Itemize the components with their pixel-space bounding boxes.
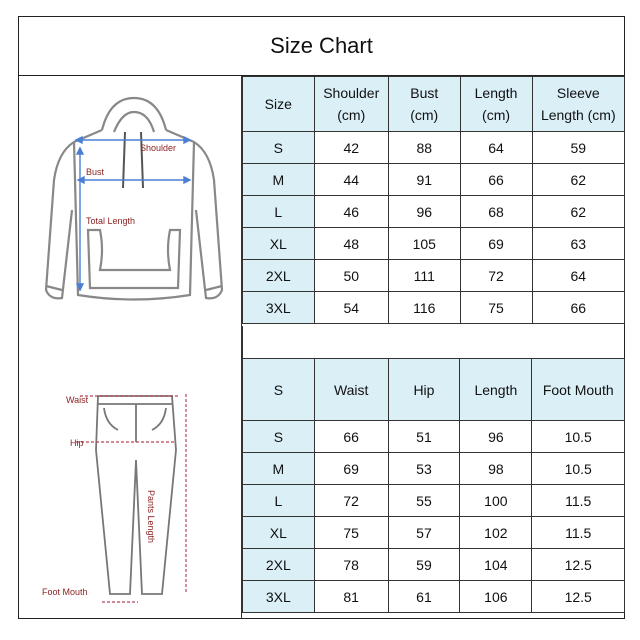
value-cell: 66 bbox=[532, 292, 624, 324]
size-cell: M bbox=[243, 453, 315, 485]
value-cell: 54 bbox=[314, 292, 388, 324]
size-cell: XL bbox=[243, 228, 315, 260]
size-cell: S bbox=[243, 421, 315, 453]
table-row bbox=[243, 164, 625, 196]
table-row bbox=[243, 132, 625, 164]
value-cell: 98 bbox=[460, 453, 532, 485]
value-cell: 100 bbox=[460, 485, 532, 517]
size-cell: L bbox=[243, 196, 315, 228]
value-cell: 10.5 bbox=[532, 453, 625, 485]
value-cell: 53 bbox=[388, 453, 460, 485]
value-cell: 48 bbox=[314, 228, 388, 260]
value-cell: 69 bbox=[460, 228, 532, 260]
value-cell: 116 bbox=[388, 292, 460, 324]
value-cell: 59 bbox=[388, 549, 460, 581]
size-cell: S bbox=[243, 132, 315, 164]
size-cell: 3XL bbox=[243, 581, 315, 613]
size-cell: L bbox=[243, 485, 315, 517]
column-header: Length bbox=[460, 359, 532, 421]
value-cell: 75 bbox=[460, 292, 532, 324]
value-cell: 105 bbox=[388, 228, 460, 260]
table-header-row bbox=[243, 77, 625, 132]
value-cell: 96 bbox=[388, 196, 460, 228]
value-cell: 62 bbox=[532, 196, 624, 228]
value-cell: 88 bbox=[388, 132, 460, 164]
table-row bbox=[243, 260, 625, 292]
value-cell: 91 bbox=[388, 164, 460, 196]
column-header: Hip bbox=[388, 359, 460, 421]
table-row bbox=[243, 485, 625, 517]
label-shoulder: Shoulder bbox=[140, 143, 177, 153]
size-cell: 3XL bbox=[243, 292, 315, 324]
size-cell: XL bbox=[243, 517, 315, 549]
column-header: Waist bbox=[314, 359, 388, 421]
label-hip: Hip bbox=[70, 438, 84, 448]
table-row bbox=[243, 517, 625, 549]
value-cell: 63 bbox=[532, 228, 624, 260]
value-cell: 42 bbox=[314, 132, 388, 164]
size-cell: 2XL bbox=[243, 260, 315, 292]
value-cell: 11.5 bbox=[532, 517, 625, 549]
size-cell: 2XL bbox=[243, 549, 315, 581]
value-cell: 104 bbox=[460, 549, 532, 581]
label-foot-mouth: Foot Mouth bbox=[42, 587, 88, 597]
table-header-row bbox=[243, 359, 625, 421]
value-cell: 96 bbox=[460, 421, 532, 453]
table-row bbox=[243, 292, 625, 324]
value-cell: 10.5 bbox=[532, 421, 625, 453]
bottom-size-table bbox=[242, 358, 625, 613]
page-title: Size Chart bbox=[18, 16, 625, 76]
label-waist: Waist bbox=[66, 395, 89, 405]
value-cell: 12.5 bbox=[532, 549, 625, 581]
column-header: Sleeve Length (cm) bbox=[532, 77, 624, 132]
value-cell: 106 bbox=[460, 581, 532, 613]
table-row bbox=[243, 228, 625, 260]
label-pants-length: Pants Length bbox=[146, 490, 156, 544]
pants-illustration bbox=[40, 380, 210, 610]
value-cell: 61 bbox=[388, 581, 460, 613]
value-cell: 78 bbox=[314, 549, 388, 581]
table-row bbox=[243, 196, 625, 228]
value-cell: 68 bbox=[460, 196, 532, 228]
value-cell: 75 bbox=[314, 517, 388, 549]
value-cell: 12.5 bbox=[532, 581, 625, 613]
value-cell: 72 bbox=[460, 260, 532, 292]
label-bust: Bust bbox=[86, 167, 105, 177]
value-cell: 51 bbox=[388, 421, 460, 453]
value-cell: 62 bbox=[532, 164, 624, 196]
table-row bbox=[243, 581, 625, 613]
value-cell: 50 bbox=[314, 260, 388, 292]
value-cell: 64 bbox=[532, 260, 624, 292]
value-cell: 44 bbox=[314, 164, 388, 196]
value-cell: 66 bbox=[460, 164, 532, 196]
value-cell: 111 bbox=[388, 260, 460, 292]
column-header: Bust (cm) bbox=[388, 77, 460, 132]
column-header: S bbox=[243, 359, 315, 421]
table-gap bbox=[242, 326, 625, 358]
value-cell: 72 bbox=[314, 485, 388, 517]
column-header: Length (cm) bbox=[460, 77, 532, 132]
top-size-table bbox=[242, 76, 625, 324]
value-cell: 57 bbox=[388, 517, 460, 549]
value-cell: 69 bbox=[314, 453, 388, 485]
hoodie-illustration bbox=[30, 90, 230, 320]
value-cell: 55 bbox=[388, 485, 460, 517]
value-cell: 66 bbox=[314, 421, 388, 453]
value-cell: 11.5 bbox=[532, 485, 625, 517]
column-header: Size bbox=[243, 77, 315, 132]
column-header: Shoulder (cm) bbox=[314, 77, 388, 132]
value-cell: 46 bbox=[314, 196, 388, 228]
value-cell: 64 bbox=[460, 132, 532, 164]
table-row bbox=[243, 421, 625, 453]
column-header: Foot Mouth bbox=[532, 359, 625, 421]
value-cell: 81 bbox=[314, 581, 388, 613]
table-row bbox=[243, 453, 625, 485]
table-row bbox=[243, 549, 625, 581]
label-total-length: Total Length bbox=[86, 216, 136, 226]
value-cell: 102 bbox=[460, 517, 532, 549]
size-cell: M bbox=[243, 164, 315, 196]
value-cell: 59 bbox=[532, 132, 624, 164]
